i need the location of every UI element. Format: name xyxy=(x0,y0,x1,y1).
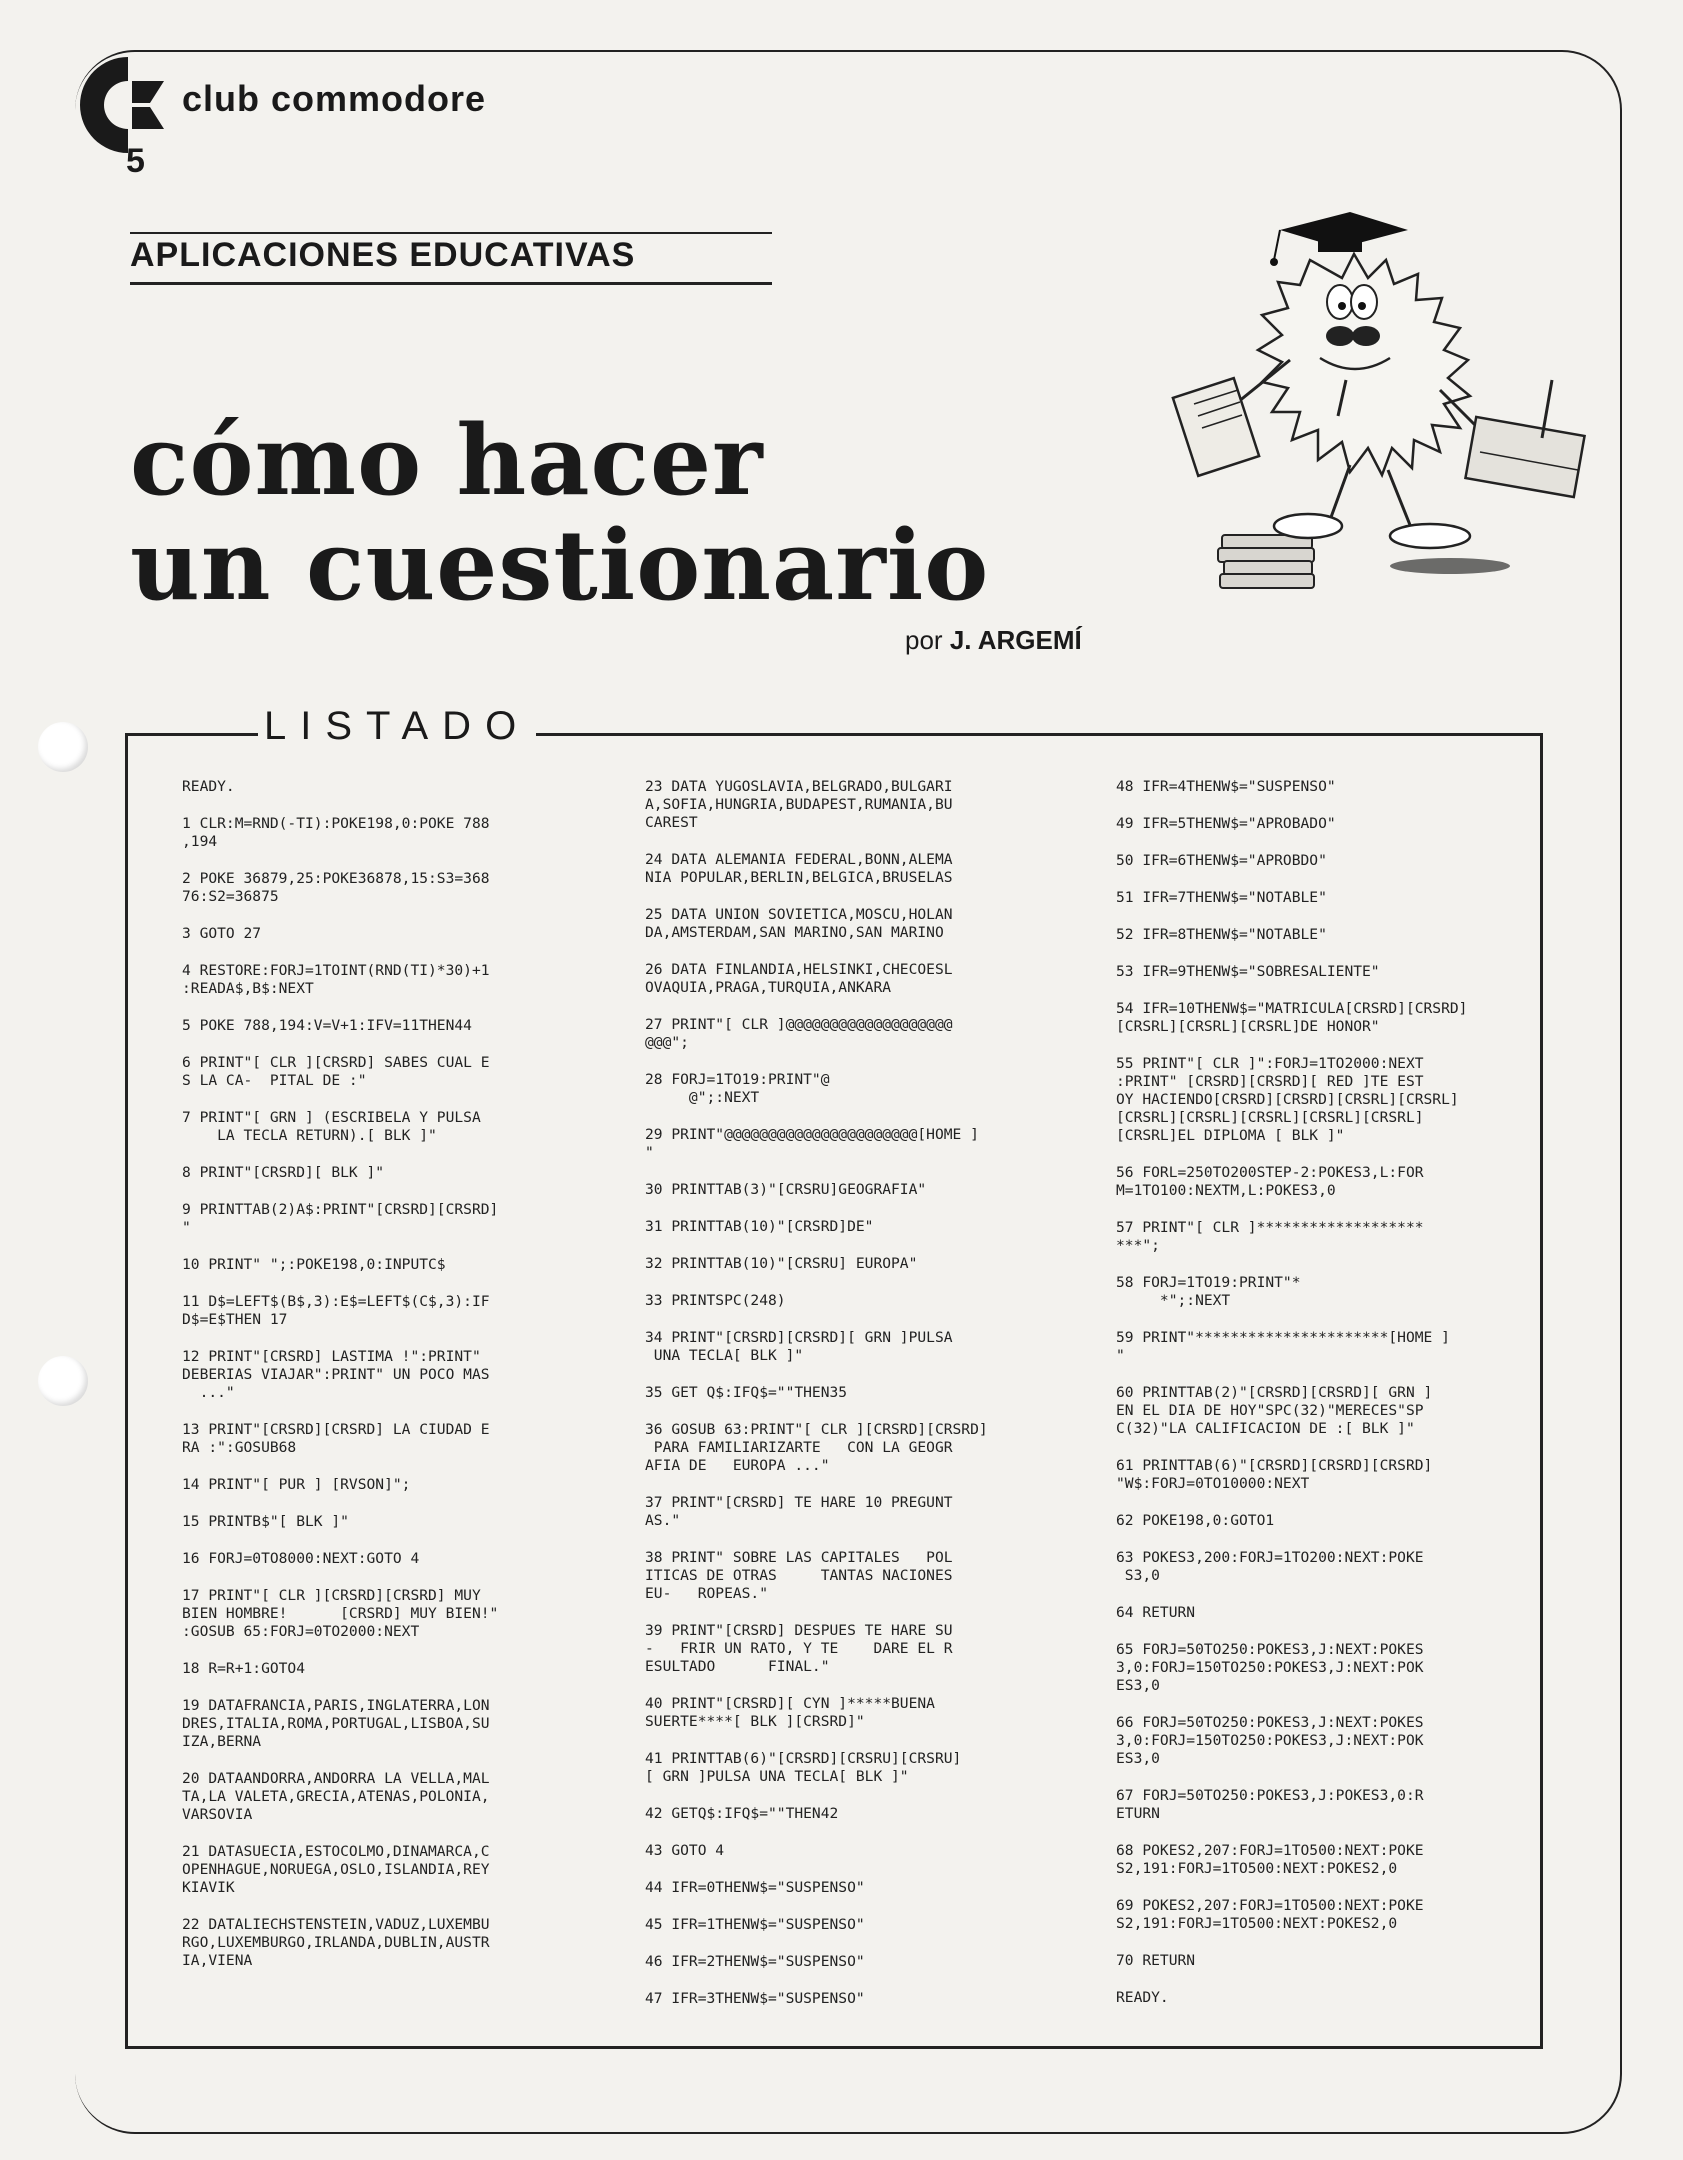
code-line: 15 PRINTB$"[ BLK ]" xyxy=(182,1513,349,1530)
code-line: 4 RESTORE:FORJ=1TOINT(RND(TI)*30)+1 :READA$,B$:NEXT xyxy=(182,962,490,997)
code-line: 61 PRINTTAB(6)"[CRSRD][CRSRD][CRSRD] "W$:FORJ=0TO10000:NEXT xyxy=(1116,1457,1433,1492)
code-line: 54 IFR=10THENW$="MATRICULA[CRSRD][CRSRD] [CRSRL][CRSRL][CRSRL]DE HONOR" xyxy=(1116,1000,1468,1035)
code-line: 37 PRINT"[CRSRD] TE HARE 10 PREGUNT AS." xyxy=(645,1494,953,1529)
code-line: 31 PRINTTAB(10)"[CRSRD]DE" xyxy=(645,1218,874,1235)
code-line: 33 PRINTSPC(248) xyxy=(645,1292,786,1309)
code-line: 48 IFR=4THENW$="SUSPENSO" xyxy=(1116,778,1336,795)
code-line: 23 DATA YUGOSLAVIA,BELGRADO,BULGARI A,SOFIA,HUNGRIA,BUDAPEST,RUMANIA,BU CAREST xyxy=(645,778,953,831)
code-line: 5 POKE 788,194:V=V+1:IFV=11THEN44 xyxy=(182,1017,472,1034)
listing-label: LISTADO xyxy=(258,704,536,749)
code-line: 66 FORJ=50TO250:POKES3,J:NEXT:POKES 3,0:FORJ=150TO250:POKES3,J:NEXT:POK ES3,0 xyxy=(1116,1714,1424,1767)
code-line: 17 PRINT"[ CLR ][CRSRD][CRSRD] MUY BIEN HOMBRE! [CRSRD] MUY BIEN!" :GOSUB 65:FORJ=0TO2000:NEXT xyxy=(182,1587,499,1640)
code-line: READY. xyxy=(1116,1989,1169,2006)
show-through-text xyxy=(1080,85,1087,116)
code-line: 34 PRINT"[CRSRD][CRSRD][ GRN ]PULSA UNA TECLA[ BLK ]" xyxy=(645,1329,953,1364)
author-name: J. ARGEMÍ xyxy=(949,625,1082,655)
code-line: 60 PRINTTAB(2)"[CRSRD][CRSRD][ GRN ] EN EL DIA DE HOY"SPC(32)"MERECES"SP C(32)"LA CALIFICACION DE :[ BLK ]" xyxy=(1116,1384,1433,1437)
code-line: 58 FORJ=1TO19:PRINT"* *";:NEXT xyxy=(1116,1274,1301,1309)
brand-name: club commodore xyxy=(182,78,487,119)
code-line: 40 PRINT"[CRSRD][ CYN ]*****BUENA SUERTE****[ BLK ][CRSRD]" xyxy=(645,1695,935,1730)
code-line: 56 FORL=250TO200STEP-2:POKES3,L:FOR M=1TO100:NEXTM,L:POKES3,0 xyxy=(1116,1164,1424,1199)
code-line: 63 POKES3,200:FORJ=1TO200:NEXT:POKE S3,0 xyxy=(1116,1549,1424,1584)
code-line: 19 DATAFRANCIA,PARIS,INGLATERRA,LON DRES,ITALIA,ROMA,PORTUGAL,LISBOA,SU IZA,BERNA xyxy=(182,1697,490,1750)
code-line: 8 PRINT"[CRSRD][ BLK ]" xyxy=(182,1164,385,1181)
listing-column-1 xyxy=(182,778,498,1989)
code-line: 22 DATALIECHSTENSTEIN,VADUZ,LUXEMBU RGO,LUXEMBURGO,IRLANDA,DUBLIN,AUSTR IA,VIENA xyxy=(182,1916,490,1969)
code-line: 38 PRINT" SOBRE LAS CAPITALES POL ITICAS DE OTRAS TANTAS NACIONES EU- ROPEAS." xyxy=(645,1549,953,1602)
code-line: 18 R=R+1:GOTO4 xyxy=(182,1660,306,1677)
code-line: 36 GOSUB 63:PRINT"[ CLR ][CRSRD][CRSRD] PARA FAMILIARIZARTE CON LA GEOGR AFIA DE EUROPA ..." xyxy=(645,1421,988,1474)
commodore-logo-icon xyxy=(80,55,180,155)
code-line: 68 POKES2,207:FORJ=1TO500:NEXT:POKE S2,191:FORJ=1TO500:NEXT:POKES2,0 xyxy=(1116,1842,1424,1877)
code-line: 1 CLR:M=RND(-TI):POKE198,0:POKE 788 ,194 xyxy=(182,815,490,850)
code-line: 53 IFR=9THENW$="SOBRESALIENTE" xyxy=(1116,963,1380,980)
code-line: 20 DATAANDORRA,ANDORRA LA VELLA,MAL TA,LA VALETA,GRECIA,ATENAS,POLONIA, VARSOVIA xyxy=(182,1770,490,1823)
code-line: 13 PRINT"[CRSRD][CRSRD] LA CIUDAD E RA :":GOSUB68 xyxy=(182,1421,490,1456)
code-line: 45 IFR=1THENW$="SUSPENSO" xyxy=(645,1916,865,1933)
code-line: 10 PRINT" ";:POKE198,0:INPUTC$ xyxy=(182,1256,446,1273)
article-title xyxy=(130,404,990,622)
code-line: 6 PRINT"[ CLR ][CRSRD] SABES CUAL E S LA CA- PITAL DE :" xyxy=(182,1054,490,1089)
code-line: 21 DATASUECIA,ESTOCOLMO,DINAMARCA,C OPENHAGUE,NORUEGA,OSLO,ISLANDIA,REY KIAVIK xyxy=(182,1843,490,1896)
code-line: 32 PRINTTAB(10)"[CRSRU] EUROPA" xyxy=(645,1255,918,1272)
code-line: 47 IFR=3THENW$="SUSPENSO" xyxy=(645,1990,865,2007)
code-line: 70 RETURN xyxy=(1116,1952,1196,1969)
byline xyxy=(905,625,1082,656)
code-line: 46 IFR=2THENW$="SUSPENSO" xyxy=(645,1953,865,1970)
code-line: READY. xyxy=(182,778,235,795)
code-line: 57 PRINT"[ CLR ]******************* ***"; xyxy=(1116,1219,1424,1254)
section-heading: APLICACIONES EDUCATIVAS xyxy=(130,236,636,274)
code-line: 30 PRINTTAB(3)"[CRSRU]GEOGRAFIA" xyxy=(645,1181,927,1198)
code-line: 51 IFR=7THENW$="NOTABLE" xyxy=(1116,889,1327,906)
code-line: 62 POKE198,0:GOTO1 xyxy=(1116,1512,1275,1529)
code-line: 59 PRINT"**********************[HOME ] " xyxy=(1116,1329,1450,1364)
code-line: 50 IFR=6THENW$="APROBDO" xyxy=(1116,852,1327,869)
byline-prefix: por xyxy=(905,625,943,655)
title-line-1: cómo hacer xyxy=(130,404,764,517)
code-line: 41 PRINTTAB(6)"[CRSRD][CRSRU][CRSRU] [ GRN ]PULSA UNA TECLA[ BLK ]" xyxy=(645,1750,962,1785)
listing-column-2 xyxy=(645,778,988,2027)
code-line: 52 IFR=8THENW$="NOTABLE" xyxy=(1116,926,1327,943)
code-line: 27 PRINT"[ CLR ]@@@@@@@@@@@@@@@@@@@ @@@"; xyxy=(645,1016,953,1051)
code-line: 65 FORJ=50TO250:POKES3,J:NEXT:POKES 3,0:FORJ=150TO250:POKES3,J:NEXT:POK ES3,0 xyxy=(1116,1641,1424,1694)
code-line: 28 FORJ=1TO19:PRINT"@ @";:NEXT xyxy=(645,1071,830,1106)
code-line: 7 PRINT"[ GRN ] (ESCRIBELA Y PULSA LA TECLA RETURN).[ BLK ]" xyxy=(182,1109,481,1144)
code-line: 39 PRINT"[CRSRD] DESPUES TE HARE SU - FRIR UN RATO, Y TE DARE EL R ESULTADO FINAL." xyxy=(645,1622,953,1675)
code-line: 49 IFR=5THENW$="APROBADO" xyxy=(1116,815,1336,832)
code-line: 9 PRINTTAB(2)A$:PRINT"[CRSRD][CRSRD] " xyxy=(182,1201,499,1236)
code-line: 64 RETURN xyxy=(1116,1604,1196,1621)
code-line: 14 PRINT"[ PUR ] [RVSON]"; xyxy=(182,1476,411,1493)
code-line: 26 DATA FINLANDIA,HELSINKI,CHECOESL OVAQUIA,PRAGA,TURQUIA,ANKARA xyxy=(645,961,953,996)
code-line: 2 POKE 36879,25:POKE36878,15:S3=368 76:S2=36875 xyxy=(182,870,490,905)
code-line: 67 FORJ=50TO250:POKES3,J:POKES3,0:R ETURN xyxy=(1116,1787,1424,1822)
binder-hole-top xyxy=(38,722,88,772)
code-line: 29 PRINT"@@@@@@@@@@@@@@@@@@@@@@[HOME ] " xyxy=(645,1126,979,1161)
furry-mascot-illustration xyxy=(1150,190,1590,610)
code-line: 11 D$=LEFT$(B$,3):E$=LEFT$(C$,3):IF D$=E$THEN 17 xyxy=(182,1293,490,1328)
code-line: 43 GOTO 4 xyxy=(645,1842,725,1859)
code-line: 69 POKES2,207:FORJ=1TO500:NEXT:POKE S2,191:FORJ=1TO500:NEXT:POKES2,0 xyxy=(1116,1897,1424,1932)
code-line: 24 DATA ALEMANIA FEDERAL,BONN,ALEMA NIA POPULAR,BERLIN,BELGICA,BRUSELAS xyxy=(645,851,953,886)
binder-hole-bottom xyxy=(38,1356,88,1406)
code-line: 55 PRINT"[ CLR ]":FORJ=1TO2000:NEXT :PRINT" [CRSRD][CRSRD][ RED ]TE EST OY HACIENDO[CRSRD][CRSRD][CRSRL][CRSRL] [CRSRL][CRSRL][CRSRL][CRSRL][CRSRL] [CRSRL]EL DIPLOMA [ BLK ]" xyxy=(1116,1055,1459,1144)
code-line: 3 GOTO 27 xyxy=(182,925,262,942)
listing-column-3 xyxy=(1116,778,1467,2026)
code-line: 44 IFR=0THENW$="SUSPENSO" xyxy=(645,1879,865,1896)
section-rule-top xyxy=(130,232,772,234)
code-line: 25 DATA UNION SOVIETICA,MOSCU,HOLAN DA,AMSTERDAM,SAN MARINO,SAN MARINO xyxy=(645,906,953,941)
title-line-2: un cuestionario xyxy=(130,509,990,622)
code-line: 12 PRINT"[CRSRD] LASTIMA !":PRINT" DEBERIAS VIAJAR":PRINT" UN POCO MAS ..." xyxy=(182,1348,490,1401)
code-line: 42 GETQ$:IFQ$=""THEN42 xyxy=(645,1805,839,1822)
page-number: 5 xyxy=(126,142,145,180)
code-line: 35 GET Q$:IFQ$=""THEN35 xyxy=(645,1384,848,1401)
section-rule-bottom xyxy=(130,282,772,285)
code-line: 16 FORJ=0TO8000:NEXT:GOTO 4 xyxy=(182,1550,420,1567)
